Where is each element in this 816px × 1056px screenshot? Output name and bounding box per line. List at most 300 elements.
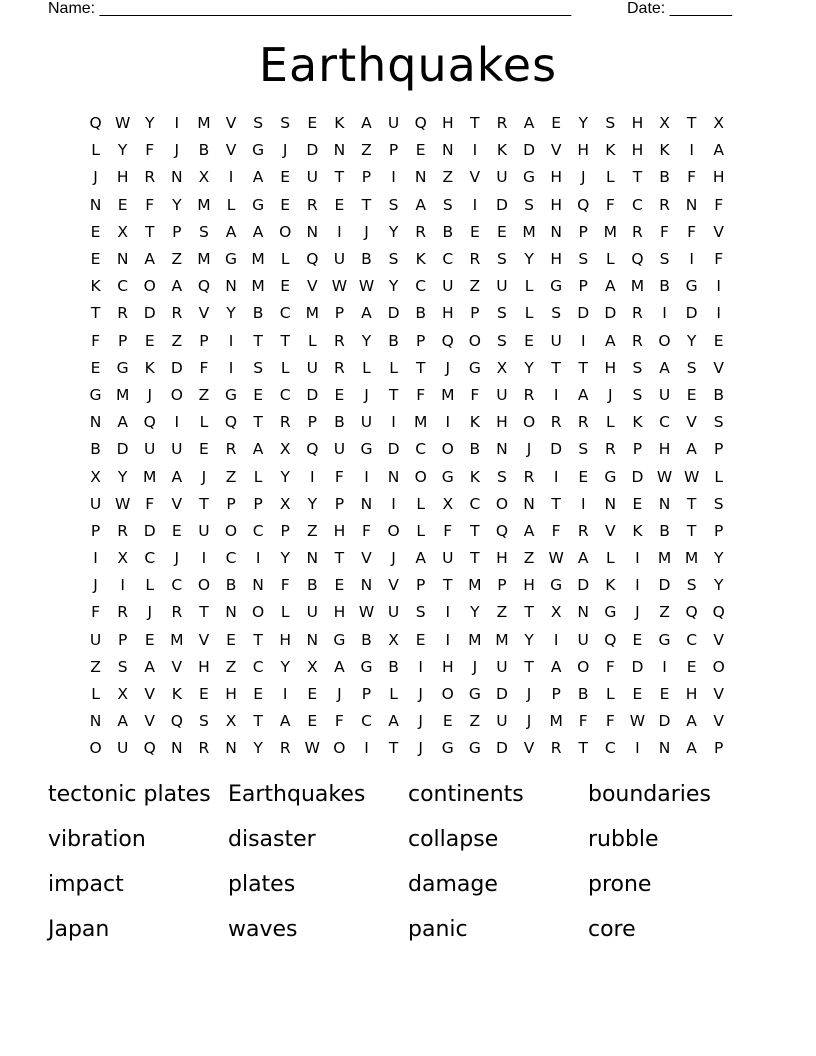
grid-letter: W: [358, 277, 375, 296]
grid-letter: C: [469, 494, 481, 513]
grid-letter: T: [551, 358, 561, 377]
grid-letter: I: [228, 358, 234, 377]
grid-row: [82, 273, 738, 300]
grid-letter: J: [337, 685, 342, 704]
date-field[interactable]: Date: _______: [627, 0, 732, 17]
grid-letter: V: [225, 114, 237, 133]
grid-letter: T: [334, 549, 345, 568]
grid-letter: N: [306, 222, 319, 241]
grid-letter: Z: [496, 603, 508, 622]
grid-letter: N: [89, 712, 102, 731]
grid-letter: P: [415, 331, 426, 350]
grid-letter: D: [170, 358, 183, 377]
grid-letter: N: [252, 576, 264, 595]
grid-letter: M: [630, 277, 645, 296]
grid-letter: S: [632, 385, 643, 404]
grid-letter: J: [635, 603, 640, 622]
grid-letter: P: [361, 168, 372, 187]
grid-letter: E: [686, 385, 697, 404]
grid-letter: X: [117, 549, 128, 568]
grid-letter: A: [415, 549, 426, 568]
grid-letter: M: [657, 549, 672, 568]
grid-letter: E: [578, 467, 589, 486]
grid-letter: P: [497, 576, 507, 595]
grid-letter: H: [333, 603, 346, 622]
grid-letter: O: [712, 657, 725, 676]
grid-letter: V: [144, 712, 156, 731]
grid-letter: Q: [685, 603, 698, 622]
grid-letter: Q: [197, 277, 211, 296]
grid-letter: S: [497, 467, 507, 486]
grid-letter: L: [606, 685, 615, 704]
grid-letter: B: [198, 141, 210, 160]
grid-letter: B: [361, 250, 372, 269]
grid-letter: P: [199, 331, 209, 350]
grid-letter: Y: [253, 739, 263, 758]
grid-letter: Y: [524, 358, 534, 377]
grid-row: [82, 300, 738, 327]
grid-letter: S: [497, 331, 507, 350]
grid-letter: I: [553, 467, 559, 486]
grid-letter: E: [524, 331, 534, 350]
grid-letter: F: [416, 385, 426, 404]
grid-letter: L: [362, 358, 371, 377]
grid-letter: V: [713, 685, 724, 704]
grid-letter: P: [632, 440, 643, 459]
grid-letter: S: [578, 250, 589, 269]
grid-letter: L: [389, 358, 398, 377]
grid-row: [82, 491, 738, 518]
grid-letter: J: [93, 576, 98, 595]
grid-letter: E: [117, 195, 128, 214]
grid-letter: S: [551, 304, 562, 323]
grid-letter: F: [605, 712, 615, 731]
grid-letter: Z: [659, 603, 670, 622]
grid-letter: I: [445, 603, 451, 622]
grid-letter: P: [253, 494, 263, 513]
grid-letter: U: [496, 168, 508, 187]
grid-letter: Y: [280, 657, 290, 676]
grid-letter: B: [659, 277, 670, 296]
grid-letter: T: [470, 549, 480, 568]
grid-letter: M: [197, 114, 211, 133]
grid-letter: K: [415, 250, 426, 269]
grid-row: [82, 382, 738, 409]
grid-letter: L: [226, 195, 236, 214]
grid-row: [82, 137, 738, 164]
grid-letter: Q: [495, 521, 509, 540]
grid-letter: N: [360, 576, 373, 595]
grid-letter: P: [388, 141, 399, 160]
grid-letter: E: [144, 331, 155, 350]
grid-letter: L: [606, 168, 615, 187]
grid-letter: V: [523, 739, 535, 758]
grid-letter: U: [198, 521, 210, 540]
grid-letter: Y: [117, 141, 128, 160]
grid-letter: E: [90, 250, 101, 269]
grid-letter: K: [632, 413, 643, 432]
grid-letter: G: [468, 739, 481, 758]
grid-letter: G: [252, 141, 265, 160]
grid-row: [82, 599, 738, 626]
grid-letter: V: [225, 141, 237, 160]
grid-letter: P: [714, 739, 724, 758]
grid-letter: F: [605, 195, 615, 214]
word-bank-item: impact: [48, 872, 124, 897]
grid-letter: A: [252, 222, 264, 241]
word-bank-item: panic: [408, 917, 468, 942]
grid-letter: P: [714, 440, 724, 459]
grid-letter: M: [684, 549, 699, 568]
grid-letter: C: [632, 195, 643, 214]
grid-letter: F: [91, 603, 100, 622]
grid-letter: U: [333, 440, 346, 459]
word-bank-item: Earthquakes: [228, 782, 366, 807]
grid-letter: J: [472, 657, 478, 676]
grid-row: [82, 545, 738, 572]
grid-letter: N: [89, 413, 102, 432]
grid-row: [82, 192, 738, 219]
grid-letter: D: [387, 304, 400, 323]
grid-letter: A: [713, 141, 724, 160]
grid-letter: A: [605, 277, 616, 296]
word-bank-item: waves: [228, 917, 298, 942]
grid-letter: N: [604, 494, 617, 513]
grid-letter: X: [225, 712, 237, 731]
grid-letter: Y: [524, 630, 534, 649]
grid-letter: M: [549, 712, 563, 731]
grid-row: [82, 735, 738, 762]
grid-letter: B: [334, 413, 345, 432]
grid-letter: M: [143, 467, 157, 486]
grid-letter: G: [685, 277, 698, 296]
grid-letter: D: [116, 440, 129, 459]
grid-letter: E: [632, 630, 643, 649]
grid-letter: Q: [414, 114, 427, 133]
grid-letter: D: [631, 467, 644, 486]
grid-letter: F: [145, 195, 155, 214]
grid-letter: U: [496, 712, 508, 731]
grid-letter: T: [470, 114, 480, 133]
grid-letter: I: [689, 250, 694, 269]
grid-letter: L: [524, 277, 534, 296]
grid-letter: A: [686, 712, 697, 731]
grid-letter: Y: [686, 331, 697, 350]
grid-row: [82, 708, 738, 735]
word-bank-item: collapse: [408, 827, 499, 852]
grid-letter: E: [334, 385, 345, 404]
grid-letter: G: [116, 358, 129, 377]
grid-letter: M: [115, 385, 130, 404]
grid-letter: T: [415, 358, 426, 377]
grid-letter: E: [307, 685, 318, 704]
grid-letter: X: [713, 114, 725, 133]
grid-letter: R: [469, 250, 481, 269]
grid-row: [82, 409, 738, 436]
grid-letter: K: [144, 358, 155, 377]
grid-letter: O: [89, 739, 102, 758]
grid-letter: W: [683, 467, 700, 486]
grid-letter: M: [251, 277, 265, 296]
grid-letter: M: [170, 630, 184, 649]
grid-letter: R: [632, 304, 643, 323]
grid-letter: O: [333, 739, 346, 758]
grid-letter: H: [685, 685, 698, 704]
grid-letter: O: [658, 331, 671, 350]
grid-letter: R: [632, 331, 643, 350]
grid-letter: R: [523, 467, 535, 486]
grid-letter: Q: [143, 413, 156, 432]
grid-letter: J: [391, 549, 396, 568]
grid-row: [82, 627, 738, 654]
grid-letter: D: [306, 141, 319, 160]
grid-letter: R: [171, 304, 183, 323]
grid-letter: G: [604, 603, 617, 622]
grid-letter: N: [89, 195, 102, 214]
grid-letter: Y: [524, 250, 534, 269]
grid-letter: F: [578, 712, 588, 731]
grid-letter: R: [334, 331, 345, 350]
grid-letter: D: [495, 685, 508, 704]
grid-letter: J: [364, 385, 369, 404]
grid-letter: M: [603, 222, 618, 241]
word-bank: [48, 778, 768, 958]
grid-letter: S: [253, 114, 264, 133]
grid-letter: J: [418, 712, 423, 731]
grid-letter: Z: [171, 331, 183, 350]
grid-letter: T: [632, 168, 643, 187]
grid-letter: Z: [469, 712, 481, 731]
grid-letter: G: [523, 168, 536, 187]
grid-letter: N: [225, 739, 237, 758]
grid-letter: S: [388, 195, 399, 214]
grid-letter: B: [442, 222, 454, 241]
grid-letter: N: [171, 168, 183, 187]
grid-letter: V: [144, 685, 156, 704]
grid-letter: H: [441, 304, 454, 323]
grid-letter: H: [116, 168, 129, 187]
grid-letter: T: [388, 739, 399, 758]
grid-letter: L: [280, 358, 290, 377]
grid-letter: O: [441, 685, 454, 704]
grid-letter: Y: [578, 114, 588, 133]
grid-letter: O: [224, 521, 238, 540]
grid-letter: S: [713, 494, 724, 513]
grid-letter: F: [714, 250, 724, 269]
grid-letter: R: [550, 413, 562, 432]
grid-letter: C: [225, 549, 237, 568]
word-bank-item: damage: [408, 872, 498, 897]
grid-letter: A: [252, 168, 264, 187]
grid-letter: J: [174, 141, 180, 160]
grid-letter: I: [689, 141, 694, 160]
grid-letter: L: [280, 250, 290, 269]
grid-letter: F: [199, 358, 209, 377]
grid-letter: I: [418, 657, 423, 676]
grid-letter: U: [306, 168, 318, 187]
grid-letter: V: [605, 521, 616, 540]
grid-letter: R: [577, 413, 589, 432]
grid-letter: I: [255, 549, 261, 568]
grid-letter: N: [523, 494, 535, 513]
grid-letter: U: [89, 630, 102, 649]
grid-letter: E: [144, 630, 155, 649]
word-bank-item: boundaries: [588, 782, 711, 807]
grid-letter: H: [550, 250, 562, 269]
grid-letter: M: [305, 304, 319, 323]
grid-letter: S: [388, 250, 399, 269]
grid-letter: S: [117, 657, 128, 676]
grid-letter: D: [550, 440, 563, 459]
grid-letter: N: [360, 494, 373, 513]
grid-letter: T: [686, 494, 697, 513]
grid-letter: U: [116, 739, 129, 758]
grid-letter: H: [198, 657, 210, 676]
grid-letter: R: [171, 603, 183, 622]
grid-letter: B: [361, 630, 372, 649]
grid-letter: N: [414, 168, 427, 187]
grid-letter: D: [658, 576, 671, 595]
grid-letter: Y: [470, 603, 480, 622]
grid-letter: N: [306, 630, 319, 649]
grid-letter: V: [713, 222, 724, 241]
grid-letter: T: [199, 603, 209, 622]
grid-letter: H: [523, 576, 535, 595]
grid-letter: E: [307, 114, 318, 133]
grid-letter: D: [495, 739, 508, 758]
grid-letter: H: [496, 413, 508, 432]
grid-letter: K: [334, 114, 345, 133]
grid-letter: O: [279, 222, 292, 241]
grid-row: [82, 654, 738, 681]
grid-letter: T: [551, 494, 561, 513]
grid-letter: I: [580, 494, 586, 513]
grid-letter: O: [441, 440, 454, 459]
grid-letter: K: [605, 576, 616, 595]
grid-letter: T: [361, 195, 372, 214]
grid-letter: C: [604, 739, 616, 758]
grid-letter: S: [280, 114, 291, 133]
grid-letter: S: [578, 440, 589, 459]
grid-letter: S: [605, 114, 616, 133]
grid-letter: M: [468, 576, 482, 595]
grid-letter: R: [632, 222, 643, 241]
grid-letter: I: [662, 304, 667, 323]
grid-letter: U: [387, 114, 400, 133]
word-bank-item: continents: [408, 782, 524, 807]
grid-letter: G: [252, 195, 265, 214]
grid-row: [82, 518, 738, 545]
grid-letter: G: [658, 630, 671, 649]
grid-letter: E: [334, 195, 345, 214]
grid-letter: U: [496, 385, 508, 404]
grid-letter: T: [578, 739, 588, 758]
grid-letter: B: [388, 657, 399, 676]
grid-letter: T: [443, 576, 453, 595]
grid-letter: E: [90, 358, 101, 377]
grid-letter: V: [713, 712, 724, 731]
grid-letter: X: [117, 222, 128, 241]
grid-letter: I: [716, 277, 721, 296]
grid-letter: Z: [469, 277, 481, 296]
grid-letter: J: [526, 685, 532, 704]
grid-letter: P: [90, 521, 101, 540]
grid-letter: P: [578, 222, 588, 241]
grid-letter: N: [658, 494, 671, 513]
grid-letter: I: [635, 549, 640, 568]
grid-letter: S: [199, 222, 209, 241]
grid-letter: K: [496, 141, 508, 160]
grid-letter: F: [687, 168, 697, 187]
grid-letter: M: [468, 630, 482, 649]
grid-letter: J: [418, 739, 423, 758]
grid-letter: H: [496, 549, 508, 568]
grid-letter: K: [90, 277, 101, 296]
grid-letter: U: [496, 277, 508, 296]
grid-letter: G: [333, 630, 346, 649]
grid-letter: A: [171, 467, 183, 486]
grid-letter: C: [686, 630, 698, 649]
grid-letter: I: [391, 494, 396, 513]
grid-letter: Q: [712, 603, 725, 622]
grid-letter: S: [442, 195, 453, 214]
grid-letter: J: [174, 549, 180, 568]
grid-letter: I: [553, 630, 559, 649]
grid-letter: R: [225, 440, 237, 459]
grid-letter: Y: [117, 467, 128, 486]
grid-letter: Q: [306, 440, 319, 459]
grid-letter: K: [659, 141, 670, 160]
grid-letter: A: [659, 358, 670, 377]
grid-letter: C: [279, 385, 291, 404]
grid-letter: I: [282, 685, 288, 704]
grid-letter: V: [306, 277, 318, 296]
grid-letter: L: [145, 576, 155, 595]
word-bank-item: core: [588, 917, 636, 942]
grid-letter: N: [658, 739, 671, 758]
name-field[interactable]: Name: _____________________________________________________: [48, 0, 572, 17]
grid-letter: A: [550, 657, 562, 676]
grid-letter: B: [90, 440, 101, 459]
grid-letter: L: [91, 141, 100, 160]
grid-letter: A: [117, 712, 128, 731]
grid-letter: N: [577, 603, 590, 622]
grid-letter: J: [608, 385, 613, 404]
grid-letter: T: [253, 712, 263, 731]
grid-letter: A: [334, 657, 345, 676]
grid-letter: R: [117, 304, 129, 323]
grid-letter: Y: [226, 304, 236, 323]
grid-letter: C: [144, 549, 156, 568]
grid-letter: N: [306, 549, 319, 568]
grid-letter: H: [441, 114, 454, 133]
grid-letter: I: [228, 168, 234, 187]
grid-letter: K: [171, 685, 182, 704]
grid-letter: V: [361, 549, 372, 568]
grid-letter: Z: [171, 250, 183, 269]
grid-letter: N: [171, 739, 183, 758]
letter-grid: [82, 110, 738, 763]
grid-letter: P: [334, 494, 345, 513]
grid-letter: E: [253, 385, 263, 404]
grid-letter: T: [253, 630, 263, 649]
grid-letter: G: [604, 467, 617, 486]
grid-letter: B: [415, 304, 426, 323]
grid-letter: U: [658, 385, 671, 404]
grid-letter: Y: [307, 494, 318, 513]
grid-letter: A: [144, 250, 156, 269]
grid-letter: E: [415, 630, 426, 649]
